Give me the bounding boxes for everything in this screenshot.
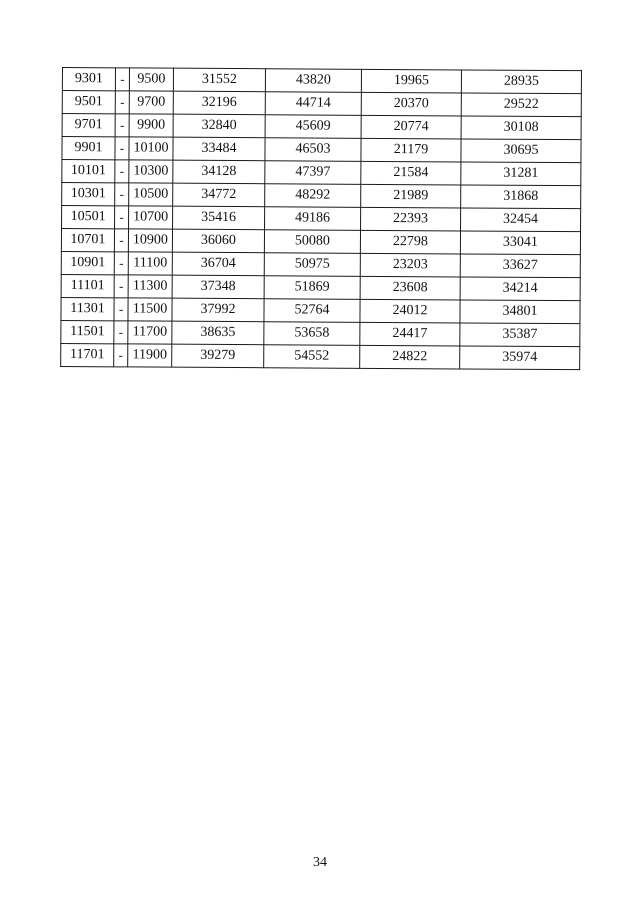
range-to-cell: 11700 <box>128 321 172 344</box>
value-1-cell: 31552 <box>173 68 265 92</box>
page-number: 34 <box>313 855 327 870</box>
value-1-cell: 35416 <box>173 206 265 230</box>
value-2-cell: 54552 <box>264 345 360 369</box>
value-3-cell: 23608 <box>360 276 460 300</box>
range-to-cell: 10700 <box>129 206 173 229</box>
range-dash-cell: - <box>115 206 129 229</box>
table-row <box>62 114 581 140</box>
range-to-cell: 11300 <box>128 275 172 298</box>
value-1-cell: 36704 <box>172 252 264 276</box>
value-2-cell: 47397 <box>265 161 361 185</box>
value-3-cell: 22798 <box>360 230 460 254</box>
value-1-cell: 34772 <box>173 183 265 207</box>
range-from-cell: 10901 <box>61 251 114 274</box>
table-row <box>61 297 580 323</box>
value-1-cell: 32840 <box>173 114 265 138</box>
range-to-cell: 11500 <box>128 298 172 321</box>
range-to-cell: 10900 <box>128 229 172 252</box>
value-3-cell: 24822 <box>360 345 460 369</box>
range-dash-cell: - <box>115 137 129 160</box>
table-row <box>62 183 581 209</box>
table-row <box>61 229 580 255</box>
table-row <box>62 137 581 163</box>
range-from-cell: 9901 <box>62 137 115 160</box>
range-from-cell: 11101 <box>61 274 114 297</box>
value-2-cell: 50080 <box>264 230 360 254</box>
value-4-cell: 28935 <box>461 70 581 94</box>
value-2-cell: 43820 <box>265 69 361 93</box>
value-4-cell: 29522 <box>461 93 581 117</box>
range-from-cell: 11301 <box>61 297 114 320</box>
value-4-cell: 34214 <box>460 277 580 301</box>
value-1-cell: 39279 <box>172 344 264 368</box>
table-body <box>61 68 582 370</box>
value-3-cell: 21584 <box>361 161 461 185</box>
range-to-cell: 10500 <box>129 183 173 206</box>
value-3-cell: 22393 <box>361 207 461 231</box>
value-3-cell: 20774 <box>361 115 461 139</box>
value-3-cell: 20370 <box>361 92 461 116</box>
value-3-cell: 24417 <box>360 322 460 346</box>
range-from-cell: 11701 <box>61 343 114 366</box>
range-from-cell: 9501 <box>62 91 115 114</box>
range-from-cell: 10501 <box>62 206 115 229</box>
range-dash-cell: - <box>115 183 129 206</box>
range-from-cell: 10701 <box>61 229 114 252</box>
range-from-cell: 10101 <box>62 160 115 183</box>
range-dash-cell: - <box>114 252 128 275</box>
value-1-cell: 36060 <box>172 229 264 253</box>
value-3-cell: 19965 <box>361 69 461 93</box>
value-2-cell: 51869 <box>264 276 360 300</box>
range-dash-cell: - <box>115 68 129 91</box>
value-2-cell: 49186 <box>265 207 361 231</box>
range-from-cell: 9301 <box>62 68 115 91</box>
value-4-cell: 30695 <box>461 139 581 163</box>
value-4-cell: 35387 <box>460 323 580 347</box>
range-dash-cell: - <box>115 160 129 183</box>
value-2-cell: 45609 <box>265 115 361 139</box>
range-from-cell: 11501 <box>61 320 114 343</box>
value-4-cell: 31281 <box>461 162 581 186</box>
range-dash-cell: - <box>114 275 128 298</box>
range-dash-cell: - <box>114 298 128 321</box>
value-1-cell: 34128 <box>173 160 265 184</box>
table-row <box>62 68 581 94</box>
range-to-cell: 10100 <box>129 137 173 160</box>
value-2-cell: 52764 <box>264 299 360 323</box>
range-to-cell: 9500 <box>129 68 173 91</box>
range-dash-cell: - <box>114 229 128 252</box>
value-2-cell: 46503 <box>265 138 361 162</box>
value-4-cell: 35974 <box>460 346 580 370</box>
table-row <box>61 343 580 369</box>
value-3-cell: 24012 <box>360 299 460 323</box>
value-1-cell: 33484 <box>173 137 265 161</box>
value-3-cell: 21989 <box>361 184 461 208</box>
value-2-cell: 53658 <box>264 322 360 346</box>
value-3-cell: 23203 <box>360 253 460 277</box>
range-to-cell: 11900 <box>128 344 172 367</box>
table-row <box>61 320 580 346</box>
value-4-cell: 30108 <box>461 116 581 140</box>
value-1-cell: 32196 <box>173 91 265 115</box>
range-dash-cell: - <box>114 344 128 367</box>
range-dash-cell: - <box>114 321 128 344</box>
value-1-cell: 37348 <box>172 275 264 299</box>
value-4-cell: 34801 <box>460 300 580 324</box>
value-4-cell: 33041 <box>460 231 580 255</box>
table-row <box>61 251 580 277</box>
range-from-cell: 10301 <box>62 183 115 206</box>
value-4-cell: 32454 <box>461 208 581 232</box>
table-row <box>61 274 580 300</box>
range-to-cell: 9700 <box>129 91 173 114</box>
value-2-cell: 44714 <box>265 92 361 116</box>
value-2-cell: 48292 <box>265 184 361 208</box>
table-row <box>62 206 581 232</box>
table-row <box>62 91 581 117</box>
data-table <box>60 67 582 370</box>
range-to-cell: 10300 <box>129 160 173 183</box>
range-dash-cell: - <box>115 114 129 137</box>
range-dash-cell: - <box>115 91 129 114</box>
value-1-cell: 38635 <box>172 321 264 345</box>
value-1-cell: 37992 <box>172 298 264 322</box>
range-to-cell: 11100 <box>128 252 172 275</box>
value-4-cell: 31868 <box>461 185 581 209</box>
range-to-cell: 9900 <box>129 114 173 137</box>
value-4-cell: 33627 <box>460 254 580 278</box>
value-3-cell: 21179 <box>361 138 461 162</box>
value-2-cell: 50975 <box>264 253 360 277</box>
range-from-cell: 9701 <box>62 114 115 137</box>
table-row <box>62 160 581 186</box>
